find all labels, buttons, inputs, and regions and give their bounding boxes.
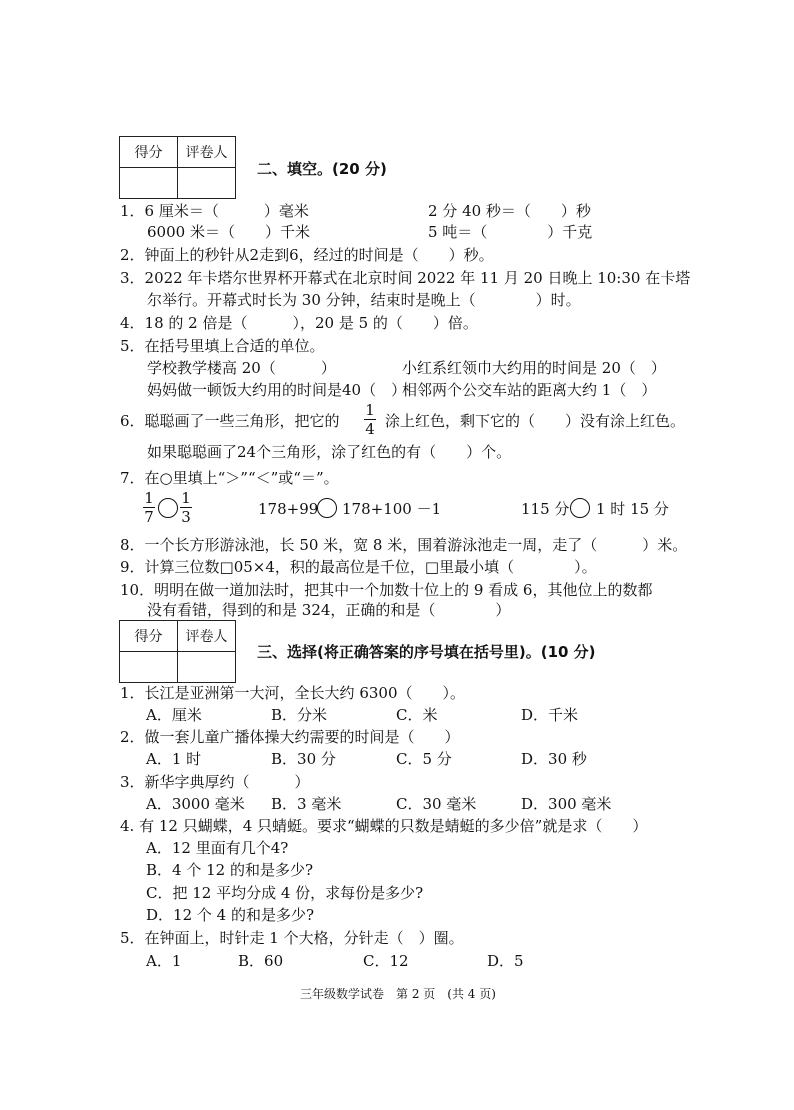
q2-4: 4．18 的 2 倍是（ ），20 是 5 的（ ）倍。	[120, 314, 478, 332]
q3-3: 3．新华字典厚约（ ）	[120, 773, 310, 791]
q2-5: 5．在括号里填上合适的单位。	[120, 337, 325, 355]
q2-7b-left: 178+99	[258, 500, 319, 518]
q3-2: 2．做一套儿童广播体操大约需要的时间是（ ）	[120, 728, 460, 746]
q2-1b: 2 分 40 秒＝（ ）秒	[428, 202, 591, 220]
q3-5-opt-a[interactable]: A．1	[146, 952, 182, 970]
q3-3-opt-a[interactable]: A．3000 毫米	[146, 795, 245, 813]
q2-6-line2: 如果聪聪画了24个三角形，涂了红色的有（ ）个。	[147, 443, 512, 461]
compare-circle-b[interactable]	[317, 498, 337, 518]
fraction-denominator: 7	[144, 508, 154, 526]
fraction-one-quarter	[364, 402, 376, 437]
score-cell	[120, 652, 178, 683]
q3-1-opt-d[interactable]: D．千米	[521, 706, 579, 724]
fraction-denominator: 3	[181, 508, 191, 526]
q3-5-opt-c[interactable]: C．12	[363, 952, 409, 970]
q2-7b-right: 178+100 －1	[342, 500, 442, 518]
q3-3-opt-b[interactable]: B．3 毫米	[271, 795, 342, 813]
q2-7: 7．在○里填上“＞”“＜”或“＝”。	[120, 469, 339, 487]
q3-2-opt-a[interactable]: A．1 时	[146, 750, 202, 768]
q2-8: 8．一个长方形游泳池，长 50 米，宽 8 米，围着游泳池走一周，走了（ ）米。	[120, 536, 688, 554]
q2-10-line1: 10．明明在做一道加法时，把其中一个加数十位上的 9 看成 6，其他位上的数都	[120, 581, 653, 599]
fraction-denominator: 4	[365, 420, 375, 438]
q3-4-opt-d[interactable]: D．12 个 4 的和是多少?	[146, 906, 315, 924]
q2-6-post: 涂上红色，剩下它的（ ）没有涂上红色。	[385, 412, 686, 430]
q2-7c-right: 1 时 15 分	[596, 500, 669, 518]
fraction-numerator: 1	[181, 489, 191, 507]
q2-3-line2: 尔举行。开幕式时长为 30 分钟，结束时是晚上（ ）时。	[147, 291, 581, 309]
q2-9: 9．计算三位数□05×4，积的最高位是千位，□里最小填（ ）。	[120, 558, 597, 576]
q2-5d: 相邻两个公交车站的距离大约 1（ ）	[402, 381, 657, 399]
q2-5b: 小红系红领巾大约用的时间是 20（ ）	[402, 359, 666, 377]
fraction-one-third	[180, 490, 192, 525]
q2-6-pre: 6．聪聪画了一些三角形，把它的	[120, 412, 340, 430]
page-footer: 三年级数学试卷 第 2 页 (共 4 页)	[300, 987, 496, 1001]
q3-2-opt-d[interactable]: D．30 秒	[521, 750, 587, 768]
q3-1-opt-c[interactable]: C．米	[396, 706, 438, 724]
q3-2-opt-b[interactable]: B．30 分	[271, 750, 336, 768]
compare-circle-a[interactable]	[158, 498, 178, 518]
section2-title: 二、填空。(20 分)	[257, 160, 387, 178]
grader-label: 评卷人	[178, 621, 236, 652]
q3-3-opt-d[interactable]: D．300 毫米	[521, 795, 612, 813]
score-cell	[120, 168, 178, 199]
q2-2: 2．钟面上的秒针从2走到6，经过的时间是（ ）秒。	[120, 246, 494, 264]
grader-cell	[178, 168, 236, 199]
q3-4-opt-c[interactable]: C．把 12 平均分成 4 份，求每份是多少?	[146, 884, 424, 902]
section3-title: 三、选择(将正确答案的序号填在括号里)。(10 分)	[257, 643, 596, 661]
q2-3-line1: 3．2022 年卡塔尔世界杯开幕式在北京时间 2022 年 11 月 20 日晚上 10:30 在卡塔	[120, 269, 691, 287]
fraction-one-seventh	[143, 490, 155, 525]
q2-10-line2: 没有看错，得到的和是 324，正确的和是（ ）	[147, 601, 511, 619]
q2-5c: 妈妈做一顿饭大约用的时间是40（ ）	[147, 381, 407, 399]
q3-5: 5．在钟面上，时针走 1 个大格，分针走（ ）圈。	[120, 929, 464, 947]
grader-label: 评卷人	[178, 137, 236, 168]
q2-1a: 1．6 厘米＝（ ）毫米	[120, 202, 309, 220]
q2-7c-left: 115 分	[521, 500, 570, 518]
score-table-section3	[119, 620, 236, 683]
q3-3-opt-c[interactable]: C．30 毫米	[396, 795, 477, 813]
fraction-numerator: 1	[144, 489, 154, 507]
score-label: 得分	[120, 621, 178, 652]
q3-1: 1．长江是亚洲第一大河，全长大约 6300（ ）。	[120, 684, 465, 702]
q3-5-opt-d[interactable]: D．5	[487, 952, 524, 970]
score-label: 得分	[120, 137, 178, 168]
q3-2-opt-c[interactable]: C．5 分	[396, 750, 452, 768]
q2-1d: 5 吨＝（ ）千克	[428, 223, 593, 241]
q3-5-opt-b[interactable]: B．60	[238, 952, 284, 970]
q3-4-opt-a[interactable]: A．12 里面有几个4?	[146, 839, 289, 857]
q2-5a: 学校教学楼高 20（ ）	[147, 359, 336, 377]
grader-cell	[178, 652, 236, 683]
fraction-numerator: 1	[365, 401, 375, 419]
q3-4-opt-b[interactable]: B．4 个 12 的和是多少?	[146, 861, 314, 879]
score-table-section2	[119, 136, 236, 199]
q2-1c: 6000 米＝（ ）千米	[147, 223, 310, 241]
compare-circle-c[interactable]	[570, 498, 590, 518]
q3-4: 4. 有 12 只蝴蝶，4 只蜻蜓。要求“蝴蝶的只数是蜻蜓的多少倍”就是求（ ）	[120, 817, 648, 835]
q3-1-opt-a[interactable]: A．厘米	[146, 706, 202, 724]
q3-1-opt-b[interactable]: B．分米	[271, 706, 328, 724]
